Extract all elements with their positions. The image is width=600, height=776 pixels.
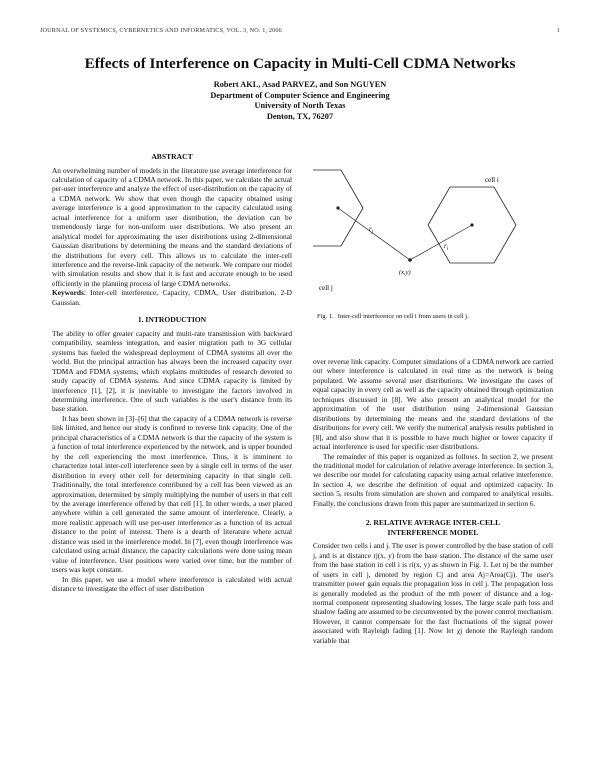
user-xy-label: (x,y) [399,269,411,276]
cell-i-label: cell i [485,176,499,184]
distance-line-rj [338,208,410,260]
author-block [0,80,600,122]
figure-caption [317,313,553,320]
section-2-paragraph: Consider two cells i and j. The user is power controlled by the base station of cell j, and is at distance rj(x, y) from the base station. The distance of the same user from the base station in cell i is ri(x, y) as shown in Fig. 1. Let nj be the number of users in cell j, denoted by region Cj and area Aj=Area(Cj). The user's transmitter power gain equals the propagation loss in cell j. The propagation loss is generally modeled as the product of the mth power of distance and a log-normal component representing shadowing losses. The large scale path loss and shadow fading are assumed to be circumvented by the power control mechanism. However, it cannot compensate for the fast fluctuations of the signal power associated with Rayleigh fading [1]. Now let χj denote the Rayleigh random variable that [313,541,553,645]
distance-line-ri [410,225,472,260]
figure-caption-text: Inter-cell interference on cell i from users in cell j. [337,313,469,320]
running-header [40,27,560,34]
keywords-label: Keywords [52,288,84,298]
abstract-heading: ABSTRACT [151,152,193,161]
abstract-text: An overwhelming number of models in the literature use average interference for calculation of capacity of a CDMA network. In this paper, we calculate the actual per-user interference and analyze the effect of user-distribution on the capacity of a CDMA network. We show that even though the capacity obtained using average interference is a good approximation to the capacity calculated using actual interference for a uniform user distribution, the deviation can be tremendously large for non-uniform user distributions. We also present an analytical model for approximating the user distributions using 2-dimensional Gaussian distributions by determining the means and the standard deviations of the distributions for every cell. This allows us to calculate the inter-cell interference and the reverse-link capacity of the network. We compare our model with simulation results and show that it is fast and accurate enough to be used efficiently in the planning process of large CDMA networks. [52,165,292,288]
author-department: Department of Computer Science and Engineering [210,90,390,100]
page-number: 1 [556,27,560,34]
intro-paragraph-1: The ability to offer greater capacity and multi-rate transmission with backward compatibility, seamless integration, and easier migration path to 3G cellular systems has fueled the widespread deployment of CDMA systems all over the world. But the principal attraction has always been the increased capacity over TDMA and FDMA systems, which explains multitudes of research devoted to study capacity of CDMA systems. And since CDMA capacity is limited by interference [1], [2], it is inevitable to investigate the factors involved in determining interference. One of such variables is the user's distance from its base station. [52,328,292,414]
rj-label: $r_j$ [369,225,374,235]
section-2-heading [313,518,553,537]
section-2-heading-line-2: INTERFERENCE MODEL [387,527,479,537]
right-column [313,357,553,645]
right-paragraph-1: over reverse link capacity. Computer simulations of a CDMA network are carried out where interference is calculated in real time as the network is being populated. We assume several user distributions. We investigate the cases of equal capacity in every cell as well as the capacity obtained through optimization techniques discussed in [8]. We also present an analytical model for the approximation of the user distribution using 2-dimensional Gaussian distributions by determining the means and the standard deviations of the distributions for every cell. We verify the numerical analysis results published in [8], and also show that it is possible to have much higher or lower capacity if actual interference is used for specific user distributions. [313,357,553,452]
paper-title: Effects of Interference on Capacity in Multi-Cell CDMA Networks [84,55,516,72]
cell-j-label: cell j [319,284,333,292]
intro-heading: 1. INTRODUCTION [137,315,207,325]
left-column [52,152,292,593]
figure-caption-label: Fig. 1. [317,313,334,320]
author-location: Denton, TX, 76207 [266,111,334,121]
ri-label: $r_i$ [444,242,449,252]
section-2-heading-line-1: 2. RELATIVE AVERAGE INTER-CELL [365,518,501,528]
intro-paragraph-2: It has been shown in [3]–[6] that the capacity of a CDMA network is reverse link limited, and hence our study is confined to reverse link capacity. One of the principal characteristics of a CDMA network is that the capacity of the system is a function of total interference experienced by the network, and is upper bounded by the cell experiencing the most interference. Thus, it is imminent to characterize total inter-cell interference seen by a single cell in terms of the user distribution in every other cell for determining capacity in that single cell. Traditionally, the total interference contributed by a cell has been viewed as an approximation, determined by simply multiplying the number of users in that cell by the average interference offered by that cell [1]. In other words, a user placed anywhere within a cell generated the same amount of interference. Clearly, a more realistic approach will use per-user interference as a function of its actual distance to the point of interest. There is a dearth of literature where actual distance was used in the interference model. In [7], even though interference was calculated using actual distance, the capacity calculations were done using mean value of interference. User positions were varied over time, but the number of users was kept constant. [52,413,292,575]
author-university: University of North Texas [254,101,346,111]
intro-paragraph-3: In this paper, we use a model where interference is calculated with actual distance to investigate the effect of user distribution [52,574,292,594]
keywords-text: : Inter-cell interference, Capacity, CDMA, User distribution, 2-D Gaussian. [52,288,292,307]
keywords [52,288,292,307]
right-paragraph-2: The remainder of this paper is organized as follows. In section 2, we present the traditional model for calculation of relative average interference. In section 3, we describe our model for calculating capacity using actual relative interference. In section 4, we describe the definition of equal and optimized capacity. In section 5, results from simulation are shown and compared to analytical results. Finally, the conclusions drawn from this paper are summarized in section 6. [313,451,553,508]
author-names: Robert AKL, Asad PARVEZ, and Son NGUYEN [213,80,387,89]
figure-1 [313,150,553,300]
journal-header: JOURNAL OF SYSTEMICS, CYBERNETICS AND INFORMATICS, VOL. 3, NO. 1, 2006 [40,27,282,34]
